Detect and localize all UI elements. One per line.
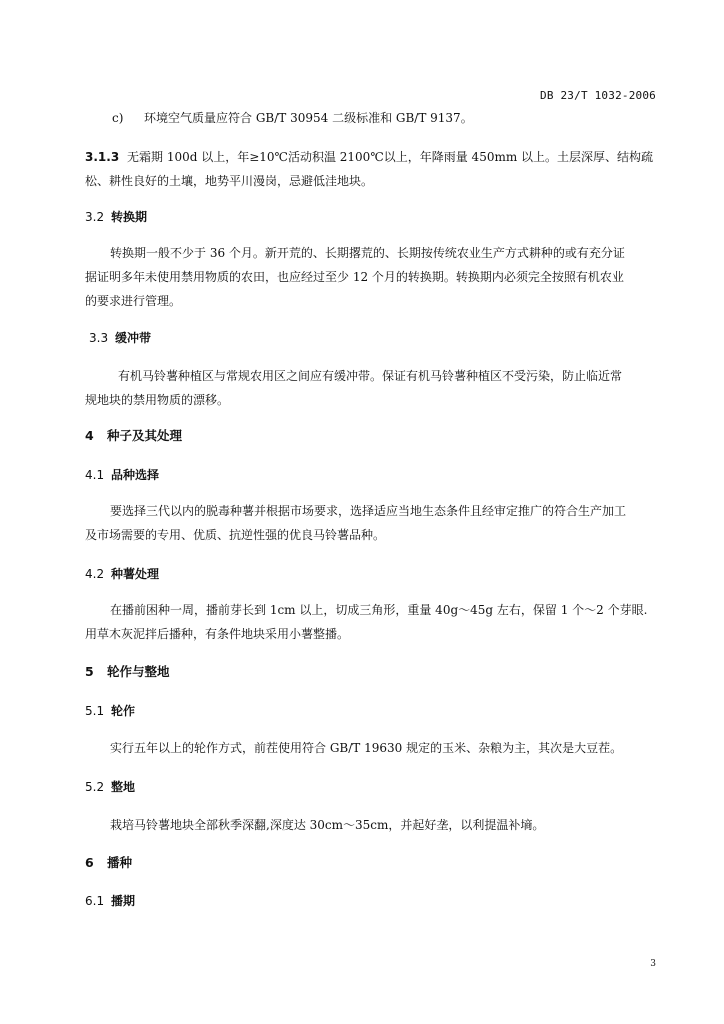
paragraph-line: 有机马铃薯种植区与常规农用区之间应有缓冲带。保证有机马铃薯种植区不受污染，防止临近常: [118, 369, 623, 383]
paragraph-line: 用草木灰泥拌后播种，有条件地块采用小薯整播。: [85, 627, 350, 641]
chapter-title: 种子及其处理: [107, 428, 183, 443]
paragraph-line: 据证明多年未使用禁用物质的农田，也应经过至少 12 个月的转换期。转换期内必须完全按照有机农业: [85, 270, 624, 284]
section-number: 4.2: [85, 567, 105, 581]
chapter-number: 4: [85, 428, 94, 443]
section-number: 6.1: [85, 894, 105, 908]
paragraph-line: 的要求进行管理。: [85, 294, 182, 308]
section-heading-4-2: [85, 568, 159, 580]
section-heading-5-2: [85, 781, 135, 793]
clause-number: 3.1.3: [85, 150, 120, 164]
section-number: 5.2: [85, 780, 105, 794]
section-number: 3.3: [89, 331, 109, 345]
section-title: 转换期: [111, 210, 148, 224]
paragraph-line: 转换期一般不少于 36 个月。新开荒的、长期撂荒的、长期按传统农业生产方式耕种的或有充分证: [110, 246, 625, 260]
chapter-heading-4: [85, 430, 182, 442]
paragraph-line: 无霜期 100d 以上，年≥10℃活动积温 2100℃以上，年降雨量 450mm 以上。土层深厚、结构疏: [127, 150, 654, 164]
section-number: 3.2: [85, 210, 105, 224]
paragraph-line: 实行五年以上的轮作方式，前茬使用符合 GB/T 19630 规定的玉米、杂粮为主，其次是大豆茬。: [110, 741, 623, 755]
list-item-text: 环境空气质量应符合 GB/T 30954 二级标准和 GB/T 9137。: [144, 111, 473, 125]
section-heading-3-3: [89, 332, 151, 344]
clause-3-1-3-line-2: 松、耕性良好的土壤，地势平川漫岗，忌避低洼地块。: [85, 174, 374, 188]
standard-number: DB 23/T 1032-2006: [540, 89, 656, 102]
section-title: 种薯处理: [111, 567, 160, 581]
section-title: 轮作: [111, 704, 136, 718]
chapter-heading-6: [85, 857, 132, 869]
section-title: 整地: [111, 780, 136, 794]
page-number: 3: [650, 959, 656, 969]
paragraph-line: 规地块的禁用物质的漂移。: [85, 393, 230, 407]
clause-3-1-3-line-1: [85, 151, 653, 163]
section-title: 播期: [111, 894, 136, 908]
paragraph-line: 栽培马铃薯地块全部秋季深翻,深度达 30cm～35cm，并起好垄，以利提温补墒。: [110, 818, 545, 832]
section-title: 缓冲带: [115, 331, 152, 345]
chapter-number: 6: [85, 855, 94, 870]
paragraph-line: 在播前困种一周，播前芽长到 1cm 以上，切成三角形，重量 40g～45g 左右，保留 1 个～2 个芽眼.: [110, 603, 648, 617]
section-heading-6-1: [85, 895, 135, 907]
list-item-marker: c): [112, 111, 124, 125]
list-item-c: [112, 112, 473, 124]
paragraph-line: 及市场需要的专用、优质、抗逆性强的优良马铃薯品种。: [85, 528, 386, 542]
chapter-number: 5: [85, 664, 94, 679]
paragraph-line: 要选择三代以内的脱毒种薯并根据市场要求，选择适应当地生态条件且经审定推广的符合生产加工: [110, 504, 627, 518]
section-heading-5-1: [85, 705, 135, 717]
section-number: 5.1: [85, 704, 105, 718]
section-heading-3-2: [85, 211, 147, 223]
chapter-title: 轮作与整地: [107, 664, 170, 679]
chapter-title: 播种: [107, 855, 133, 870]
section-title: 品种选择: [111, 468, 160, 482]
section-number: 4.1: [85, 468, 105, 482]
section-heading-4-1: [85, 469, 159, 481]
chapter-heading-5: [85, 666, 170, 678]
